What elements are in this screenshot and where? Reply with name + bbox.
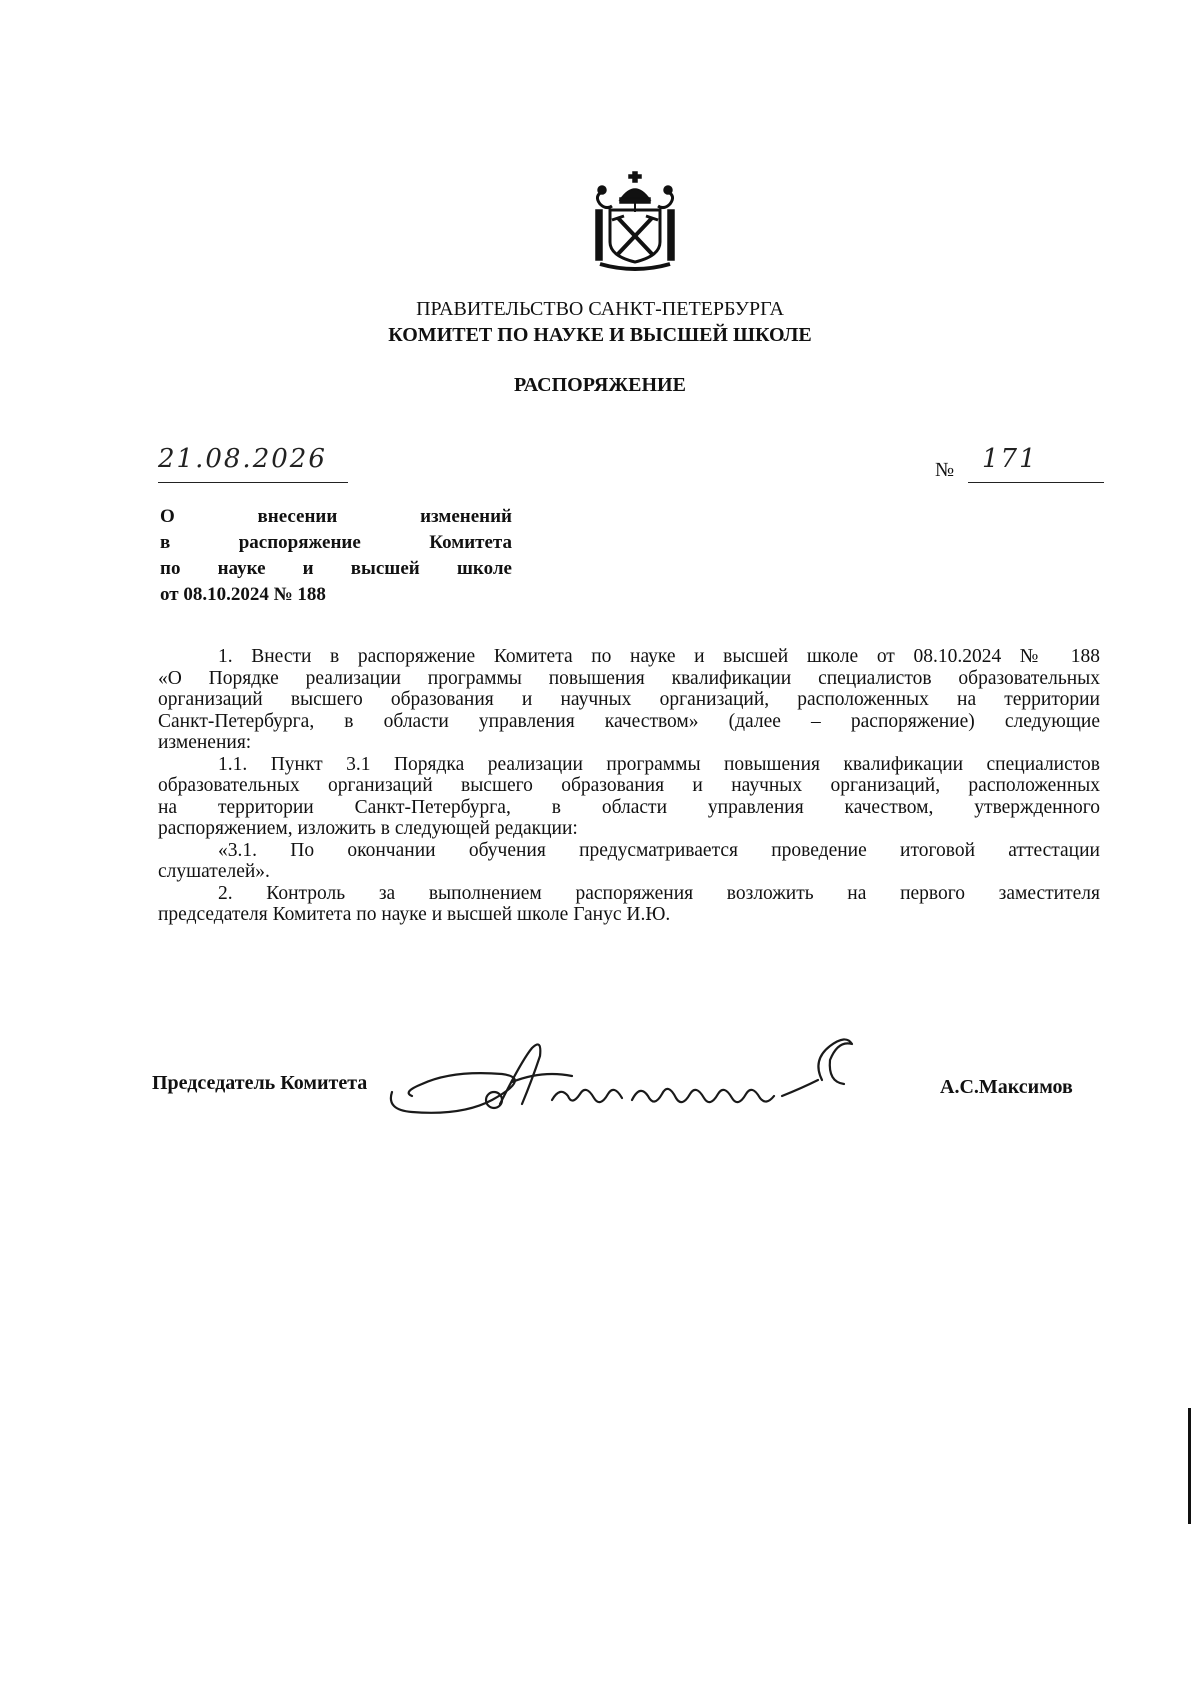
government-name: ПРАВИТЕЛЬСТВО САНКТ-ПЕТЕРБУРГА [416, 298, 784, 320]
paragraph-line: на территории Санкт-Петербурга, в области управления качеством, утвержденного [158, 796, 1100, 818]
paragraph-line: слушателей». [158, 861, 270, 882]
paragraph-3-1-quote [158, 840, 1100, 883]
subject-word: О [160, 506, 175, 527]
paragraph-1-1 [158, 754, 1100, 840]
subject-word: и [302, 558, 314, 579]
date-field [158, 446, 348, 483]
paragraph-line: председателя Комитета по науке и высшей школе Ганус И.Ю. [158, 904, 671, 925]
paragraph-2 [158, 883, 1100, 926]
subject-line [160, 504, 512, 530]
subject-block [160, 504, 512, 608]
document-type: РАСПОРЯЖЕНИЕ [514, 374, 686, 396]
paragraph-line: организаций высшего образования и научных организаций, расположенных на территории [158, 689, 1100, 710]
subject-line [160, 582, 512, 608]
subject-word: от 08.10.2024 № 188 [160, 584, 326, 605]
subject-word: распоряжение [238, 532, 361, 553]
handwritten-number: 171 [982, 444, 1038, 474]
subject-word: по [160, 558, 181, 579]
paragraph-line: 2. Контроль за выполнением распоряжения возложить на первого заместителя [218, 882, 1100, 904]
number-label: № [935, 459, 955, 481]
number-field [968, 446, 1104, 483]
chairman-name: А.С.Максимов [940, 1076, 1073, 1098]
document-body [158, 646, 1100, 926]
paragraph-line: 1.1. Пункт 3.1 Порядка реализации программы повышения квалификации специалистов [218, 753, 1100, 775]
subject-word: высшей [350, 558, 420, 579]
paragraph-line: образовательных организаций высшего образования и научных организаций, расположенных [158, 775, 1100, 796]
st-petersburg-coat-of-arms-icon [590, 170, 680, 272]
committee-name: КОМИТЕТ ПО НАУКЕ И ВЫСШЕЙ ШКОЛЕ [388, 324, 812, 346]
subject-word: школе [456, 558, 512, 579]
subject-line [160, 530, 512, 556]
paragraph-line: изменения: [158, 732, 252, 753]
paragraph-line: 1. Внести в распоряжение Комитета по науке и высшей школе от 08.10.2024 № 188 [218, 646, 1100, 667]
subject-line [160, 556, 512, 582]
paragraph-1 [158, 646, 1100, 754]
subject-word: изменений [420, 506, 512, 527]
paragraph-line: «О Порядке реализации программы повышения квалификации специалистов образовательных [158, 667, 1100, 689]
handwritten-signature-icon [382, 1030, 932, 1130]
handwritten-date: 21.08.2026 [158, 444, 327, 474]
scan-edge-mark [1188, 1408, 1191, 1524]
paragraph-line: Санкт-Петербурга, в области управления качеством» (далее – распоряжение) следующие [158, 710, 1100, 732]
subject-word: в [160, 532, 171, 553]
subject-word: науке [217, 558, 266, 579]
subject-word: внесении [257, 506, 338, 527]
chairman-title: Председатель Комитета [152, 1072, 368, 1094]
paragraph-line: распоряжением, изложить в следующей редакции: [158, 818, 578, 839]
paragraph-line: «3.1. По окончании обучения предусматривается проведение итоговой аттестации [218, 839, 1100, 861]
subject-word: Комитета [429, 532, 512, 553]
